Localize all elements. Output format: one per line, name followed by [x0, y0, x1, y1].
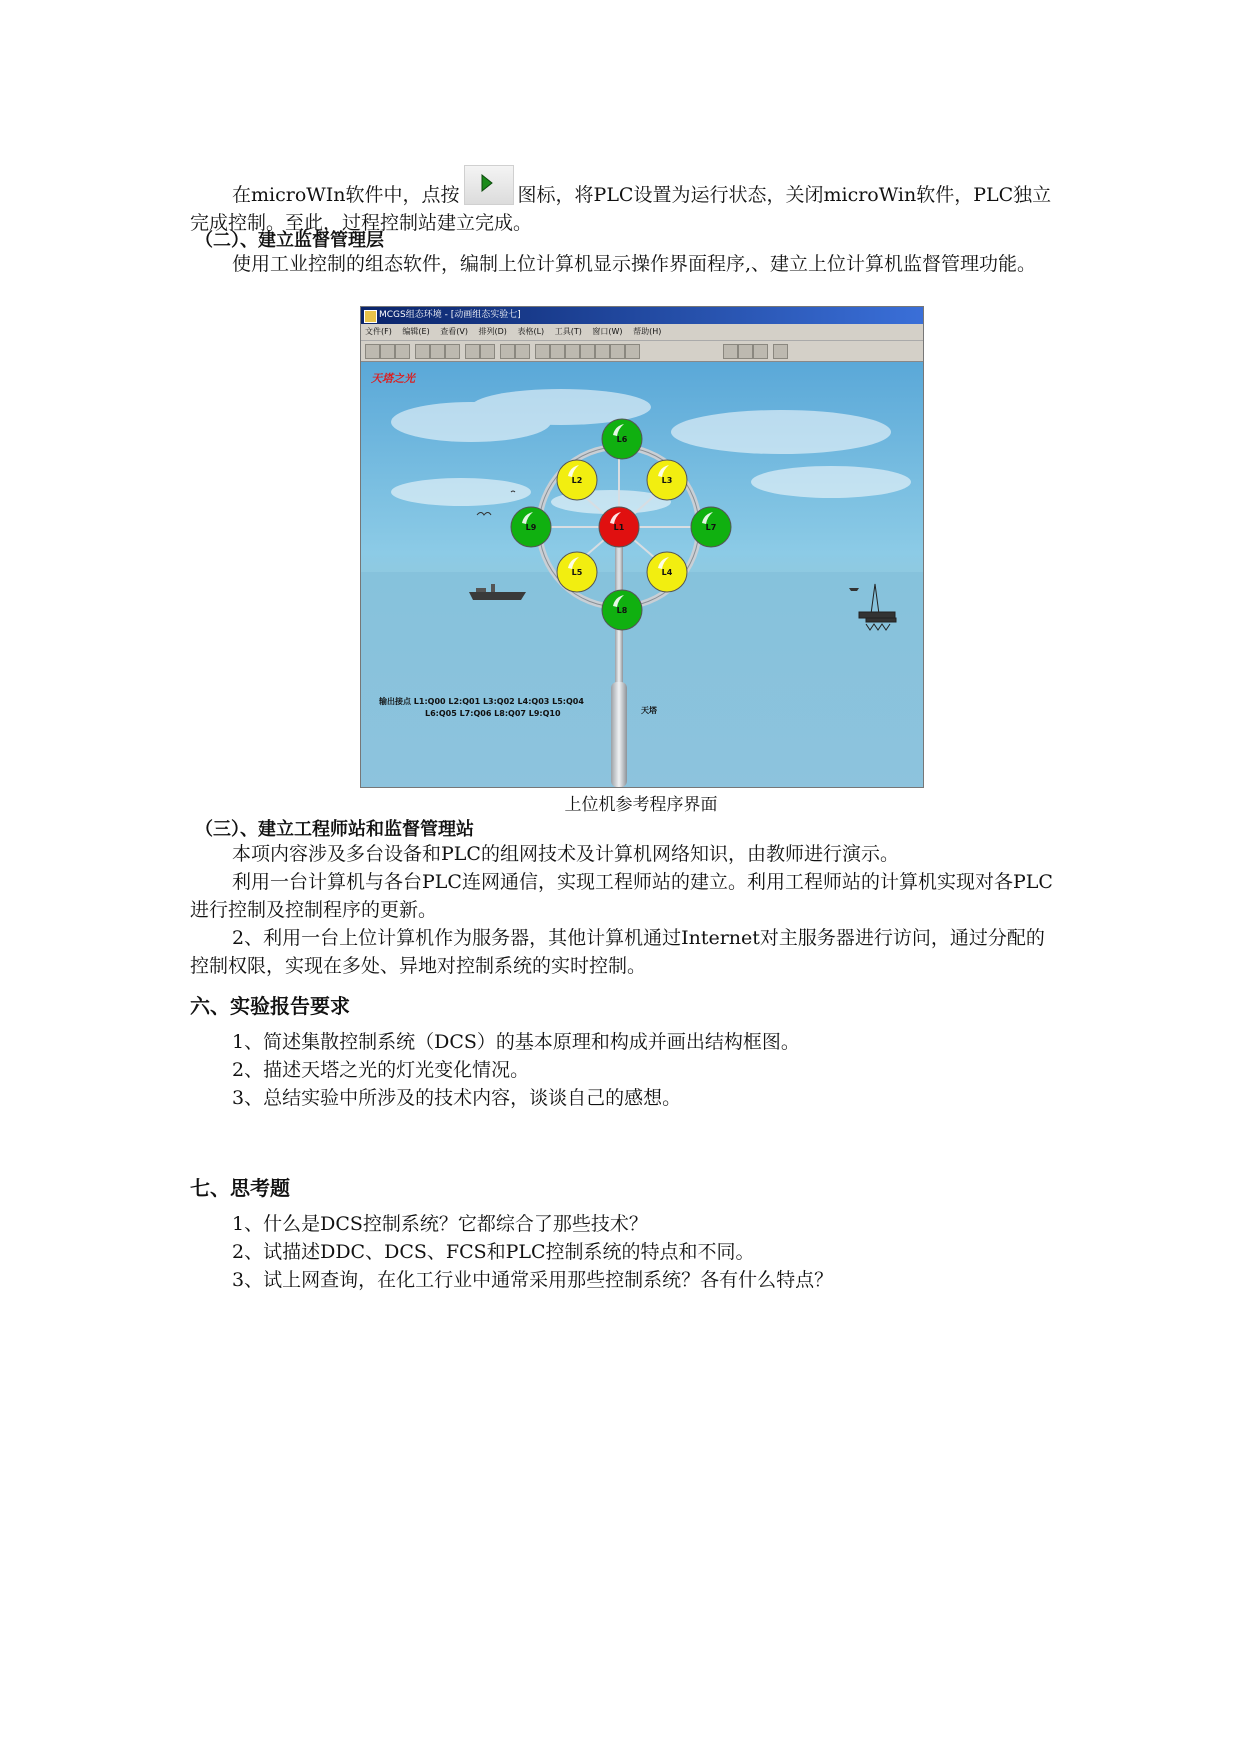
lamp-label: L8 — [616, 606, 628, 615]
toolbar-icon — [395, 344, 410, 359]
output-mapping-line1: 输出接点 L1:Q00 L2:Q01 L3:Q02 L4:Q03 L5:Q04 — [379, 697, 584, 706]
toolbar-icon — [465, 344, 480, 359]
section6-item: 1、简述集散控制系统（DCS）的基本原理和构成并画出结构框图。 — [232, 1031, 800, 1053]
menu-item: 查看(V) — [440, 327, 468, 336]
menu-item: 窗口(W) — [592, 327, 623, 336]
menu-item: 帮助(H) — [633, 327, 662, 336]
menu-item: 文件(F) — [365, 327, 392, 336]
lamp-l8 — [602, 590, 642, 630]
tower-label: 天塔 — [641, 706, 657, 715]
subheading-supervision-layer: （二）、建立监督管理层 — [195, 230, 384, 251]
paragraph-supervision: 使用工业控制的组态软件，编制上位计算机显示操作界面程序,、建立上位计算机监督管理功能。 — [232, 253, 1037, 275]
window-title: MCGS组态环境 - [动画组态实验七] — [379, 310, 521, 320]
toolbar — [361, 341, 923, 362]
text-segment: 在microWIn软件中，点按 — [232, 184, 460, 206]
toolbar-icon — [365, 344, 380, 359]
lamp-label: L2 — [571, 476, 583, 485]
toolbar-icon — [500, 344, 515, 359]
section7-heading: 七、思考题 — [190, 1176, 290, 1200]
toolbar-icon — [625, 344, 640, 359]
figure-caption: 上位机参考程序界面 — [564, 795, 718, 815]
scene-title: 天塔之光 — [371, 372, 415, 385]
toolbar-icon — [380, 344, 395, 359]
toolbar-icon — [580, 344, 595, 359]
lamp-label: L4 — [661, 568, 673, 577]
toolbar-icon — [565, 344, 580, 359]
lamp-l6 — [602, 419, 642, 459]
help-icon — [773, 344, 788, 359]
lamp-l7 — [691, 507, 731, 547]
lamp-l9 — [511, 507, 551, 547]
toolbar-icon — [535, 344, 550, 359]
section7-item: 2、试描述DDC、DCS、FCS和PLC控制系统的特点和不同。 — [232, 1241, 755, 1263]
lamp-l1 — [599, 507, 639, 547]
toolbar-icon — [430, 344, 445, 359]
toolbar-icon — [723, 344, 738, 359]
lamp-label: L9 — [525, 523, 537, 532]
mcgs-screenshot — [360, 306, 924, 788]
tower-base — [611, 682, 627, 787]
toolbar-icon — [595, 344, 610, 359]
toolbar-icon — [738, 344, 753, 359]
app-icon — [364, 310, 377, 323]
subheading-engineer-station: （三）、建立工程师站和监督管理站 — [195, 819, 474, 840]
paragraph-engineer-station: 利用一台计算机与各台PLC连网通信，实现工程师站的建立。利用工程师站的计算机实现对各PLC进行控制及控制程序的更新。 — [190, 871, 1053, 921]
toolbar-icon — [515, 344, 530, 359]
section6-item: 2、描述天塔之光的灯光变化情况。 — [232, 1059, 530, 1081]
menu-item: 排列(D) — [478, 327, 507, 336]
section6-heading: 六、实验报告要求 — [190, 994, 350, 1018]
lamp-l4 — [647, 552, 687, 592]
toolbar-icon — [445, 344, 460, 359]
menu-item: 工具(T) — [554, 327, 582, 336]
paragraph-server-access: 2、利用一台上位计算机作为服务器，其他计算机通过Internet对主服务器进行访问，通过分配的控制权限，实现在多处、异地对控制系统的实时控制。 — [190, 927, 1045, 977]
lamp-l5 — [557, 552, 597, 592]
lamp-label: L1 — [613, 523, 625, 532]
lamp-label: L6 — [616, 435, 628, 444]
section6-item: 3、总结实验中所涉及的技术内容，谈谈自己的感想。 — [232, 1087, 682, 1109]
lamp-l3 — [647, 460, 687, 500]
text-segment: 图标，将PLC设置为运行状态，关闭microWin软件，PLC独立完成控制。至此，过程控制站建立完成。 — [190, 184, 1052, 234]
window-titlebar — [361, 307, 923, 324]
paragraph-networking: 本项内容涉及多台设备和PLC的组网技术及计算机网络知识，由教师进行演示。 — [232, 843, 899, 865]
toolbar-icon — [415, 344, 430, 359]
menu-item: 表格(L) — [517, 327, 545, 336]
toolbar-icon — [550, 344, 565, 359]
lamp-label: L5 — [571, 568, 583, 577]
section7-item: 1、什么是DCS控制系统？它都综合了那些技术？ — [232, 1213, 648, 1235]
menu-item: 编辑(E) — [402, 327, 430, 336]
run-button-icon — [464, 165, 514, 205]
menu-bar — [361, 324, 923, 341]
lamp-label: L3 — [661, 476, 673, 485]
toolbar-icon — [480, 344, 495, 359]
toolbar-icon — [753, 344, 768, 359]
lamp-label: L7 — [705, 523, 717, 532]
section7-item: 3、试上网查询，在化工行业中通常采用那些控制系统？各有什么特点？ — [232, 1269, 834, 1291]
output-mapping-line2: L6:Q05 L7:Q06 L8:Q07 L9:Q10 — [425, 709, 561, 718]
toolbar-icon — [610, 344, 625, 359]
lamp-l2 — [557, 460, 597, 500]
tower-light-canvas — [361, 362, 923, 787]
